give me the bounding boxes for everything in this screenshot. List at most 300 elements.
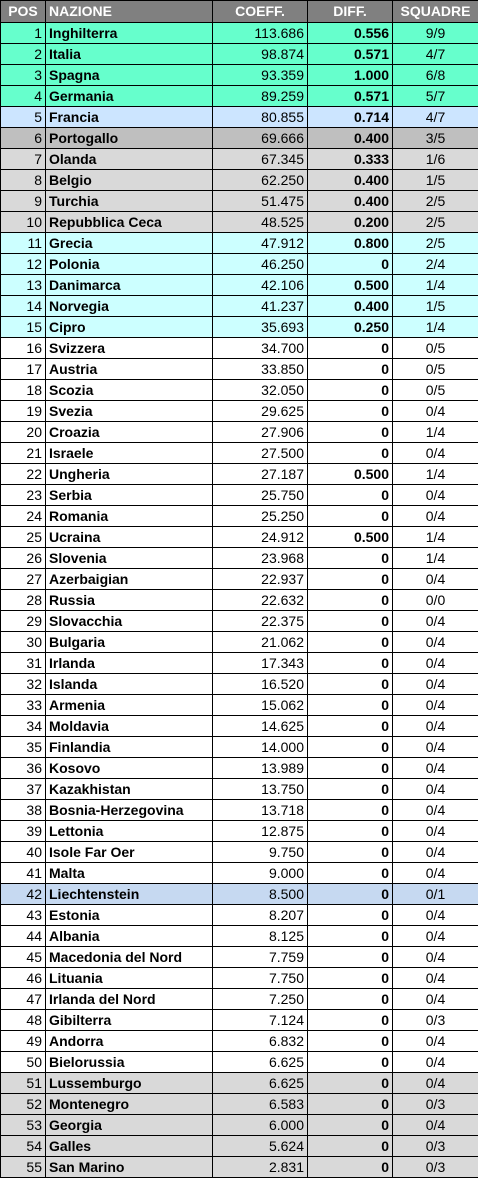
table-row (1, 527, 478, 548)
table-row (1, 128, 478, 149)
table-row (1, 86, 478, 107)
table-row (1, 1157, 478, 1178)
row-diff: 0 (308, 422, 393, 443)
row-squadre: 3/5 (393, 128, 478, 149)
row-squadre: 1/4 (393, 527, 478, 548)
header-pos: POS (1, 1, 46, 23)
row-nazione: Macedonia del Nord (46, 947, 213, 968)
row-nazione: Liechtenstein (46, 884, 213, 905)
row-pos: 14 (1, 296, 46, 317)
row-pos: 22 (1, 464, 46, 485)
row-pos: 37 (1, 779, 46, 800)
row-nazione: Kazakhistan (46, 779, 213, 800)
row-nazione: Inghilterra (46, 23, 213, 44)
row-coeff: 34.700 (213, 338, 308, 359)
table-row (1, 800, 478, 821)
row-coeff: 25.750 (213, 485, 308, 506)
row-coeff: 7.750 (213, 968, 308, 989)
row-pos: 5 (1, 107, 46, 128)
row-coeff: 16.520 (213, 674, 308, 695)
row-coeff: 7.250 (213, 989, 308, 1010)
row-diff: 0 (308, 947, 393, 968)
row-pos: 30 (1, 632, 46, 653)
table-row (1, 1136, 478, 1157)
row-squadre: 0/4 (393, 674, 478, 695)
row-nazione: Russia (46, 590, 213, 611)
row-diff: 0 (308, 401, 393, 422)
table-row (1, 296, 478, 317)
row-pos: 17 (1, 359, 46, 380)
row-diff: 0.400 (308, 170, 393, 191)
row-nazione: Andorra (46, 1031, 213, 1052)
table-row (1, 842, 478, 863)
row-nazione: Armenia (46, 695, 213, 716)
row-nazione: Ucraina (46, 527, 213, 548)
table-row (1, 821, 478, 842)
table-row (1, 317, 478, 338)
table-row (1, 506, 478, 527)
table-row (1, 926, 478, 947)
row-diff: 0 (308, 590, 393, 611)
row-nazione: Italia (46, 44, 213, 65)
row-pos: 34 (1, 716, 46, 737)
row-coeff: 13.750 (213, 779, 308, 800)
row-coeff: 6.583 (213, 1094, 308, 1115)
row-pos: 33 (1, 695, 46, 716)
row-coeff: 89.259 (213, 86, 308, 107)
row-squadre: 4/7 (393, 107, 478, 128)
row-diff: 0 (308, 1115, 393, 1136)
row-coeff: 17.343 (213, 653, 308, 674)
row-nazione: Francia (46, 107, 213, 128)
table-row (1, 590, 478, 611)
table-row (1, 149, 478, 170)
table-row (1, 401, 478, 422)
table-row (1, 212, 478, 233)
row-pos: 2 (1, 44, 46, 65)
row-nazione: Montenegro (46, 1094, 213, 1115)
row-coeff: 35.693 (213, 317, 308, 338)
header-diff: DIFF. (308, 1, 393, 23)
row-squadre: 0/4 (393, 1031, 478, 1052)
table-row (1, 716, 478, 737)
row-coeff: 6.625 (213, 1052, 308, 1073)
row-nazione: Belgio (46, 170, 213, 191)
row-coeff: 62.250 (213, 170, 308, 191)
row-coeff: 7.124 (213, 1010, 308, 1031)
table-row (1, 44, 478, 65)
row-diff: 0 (308, 1157, 393, 1178)
header-row (1, 1, 478, 23)
row-pos: 28 (1, 590, 46, 611)
row-diff: 0 (308, 863, 393, 884)
row-nazione: Cipro (46, 317, 213, 338)
row-squadre: 0/5 (393, 380, 478, 401)
row-diff: 0 (308, 905, 393, 926)
header-squadre: SQUADRE (393, 1, 478, 23)
table-row (1, 695, 478, 716)
row-nazione: Polonia (46, 254, 213, 275)
table-row (1, 1031, 478, 1052)
row-diff: 0 (308, 926, 393, 947)
row-pos: 6 (1, 128, 46, 149)
row-pos: 50 (1, 1052, 46, 1073)
table-row (1, 422, 478, 443)
row-coeff: 46.250 (213, 254, 308, 275)
row-squadre: 0/5 (393, 338, 478, 359)
table-row (1, 1094, 478, 1115)
row-nazione: Slovacchia (46, 611, 213, 632)
row-diff: 0 (308, 737, 393, 758)
table-row (1, 737, 478, 758)
row-nazione: Lussemburgo (46, 1073, 213, 1094)
row-squadre: 0/1 (393, 884, 478, 905)
row-nazione: San Marino (46, 1157, 213, 1178)
row-coeff: 13.718 (213, 800, 308, 821)
row-diff: 0 (308, 1073, 393, 1094)
row-diff: 0 (308, 884, 393, 905)
row-pos: 44 (1, 926, 46, 947)
row-diff: 0.556 (308, 23, 393, 44)
row-pos: 25 (1, 527, 46, 548)
row-squadre: 0/4 (393, 506, 478, 527)
row-pos: 47 (1, 989, 46, 1010)
row-nazione: Isole Far Oer (46, 842, 213, 863)
row-diff: 0 (308, 1052, 393, 1073)
row-diff: 0.250 (308, 317, 393, 338)
row-squadre: 0/4 (393, 989, 478, 1010)
row-diff: 0.200 (308, 212, 393, 233)
row-squadre: 6/8 (393, 65, 478, 86)
row-diff: 0.571 (308, 44, 393, 65)
row-nazione: Ungheria (46, 464, 213, 485)
table-row (1, 1052, 478, 1073)
row-squadre: 0/4 (393, 947, 478, 968)
row-coeff: 47.912 (213, 233, 308, 254)
row-nazione: Olanda (46, 149, 213, 170)
row-pos: 43 (1, 905, 46, 926)
row-squadre: 0/4 (393, 611, 478, 632)
table-row (1, 905, 478, 926)
row-coeff: 42.106 (213, 275, 308, 296)
table-row (1, 1010, 478, 1031)
row-squadre: 0/3 (393, 1010, 478, 1031)
row-nazione: Romania (46, 506, 213, 527)
row-diff: 0 (308, 632, 393, 653)
row-pos: 15 (1, 317, 46, 338)
row-squadre: 5/7 (393, 86, 478, 107)
row-pos: 9 (1, 191, 46, 212)
row-diff: 0 (308, 674, 393, 695)
row-nazione: Serbia (46, 485, 213, 506)
header-coeff: COEFF. (213, 1, 308, 23)
table-row (1, 779, 478, 800)
row-squadre: 2/5 (393, 191, 478, 212)
row-diff: 0 (308, 779, 393, 800)
table-row (1, 653, 478, 674)
row-squadre: 0/3 (393, 1157, 478, 1178)
row-nazione: Portogallo (46, 128, 213, 149)
row-diff: 0.400 (308, 191, 393, 212)
row-coeff: 80.855 (213, 107, 308, 128)
row-diff: 0 (308, 989, 393, 1010)
row-diff: 0 (308, 821, 393, 842)
row-pos: 52 (1, 1094, 46, 1115)
row-nazione: Turchia (46, 191, 213, 212)
row-coeff: 9.750 (213, 842, 308, 863)
row-pos: 16 (1, 338, 46, 359)
row-pos: 36 (1, 758, 46, 779)
row-squadre: 4/7 (393, 44, 478, 65)
table-row (1, 233, 478, 254)
row-nazione: Georgia (46, 1115, 213, 1136)
row-nazione: Gibilterra (46, 1010, 213, 1031)
row-squadre: 0/5 (393, 359, 478, 380)
row-nazione: Bulgaria (46, 632, 213, 653)
row-diff: 0 (308, 338, 393, 359)
row-diff: 0 (308, 611, 393, 632)
row-squadre: 1/4 (393, 317, 478, 338)
row-nazione: Irlanda del Nord (46, 989, 213, 1010)
row-nazione: Moldavia (46, 716, 213, 737)
row-nazione: Estonia (46, 905, 213, 926)
table-row (1, 569, 478, 590)
row-diff: 0 (308, 695, 393, 716)
row-coeff: 29.625 (213, 401, 308, 422)
row-coeff: 27.187 (213, 464, 308, 485)
table-row (1, 947, 478, 968)
row-coeff: 22.632 (213, 590, 308, 611)
row-squadre: 0/3 (393, 1094, 478, 1115)
row-diff: 0 (308, 1010, 393, 1031)
row-nazione: Spagna (46, 65, 213, 86)
row-pos: 13 (1, 275, 46, 296)
table-row (1, 191, 478, 212)
row-diff: 0 (308, 359, 393, 380)
table-row (1, 23, 478, 44)
table-row (1, 1073, 478, 1094)
row-diff: 0.571 (308, 86, 393, 107)
row-diff: 0.800 (308, 233, 393, 254)
row-diff: 0 (308, 1136, 393, 1157)
row-diff: 0 (308, 380, 393, 401)
row-diff: 0.500 (308, 275, 393, 296)
row-coeff: 14.625 (213, 716, 308, 737)
row-nazione: Croazia (46, 422, 213, 443)
row-squadre: 0/4 (393, 800, 478, 821)
row-nazione: Lituania (46, 968, 213, 989)
row-squadre: 0/4 (393, 1052, 478, 1073)
row-squadre: 0/4 (393, 821, 478, 842)
row-pos: 35 (1, 737, 46, 758)
table-row (1, 254, 478, 275)
row-diff: 0 (308, 653, 393, 674)
row-nazione: Svizzera (46, 338, 213, 359)
row-diff: 0 (308, 254, 393, 275)
row-squadre: 2/4 (393, 254, 478, 275)
table-row (1, 968, 478, 989)
row-diff: 0 (308, 716, 393, 737)
row-squadre: 0/4 (393, 485, 478, 506)
row-coeff: 22.937 (213, 569, 308, 590)
row-coeff: 6.832 (213, 1031, 308, 1052)
row-pos: 38 (1, 800, 46, 821)
table-row (1, 464, 478, 485)
row-pos: 32 (1, 674, 46, 695)
ranking-body (1, 23, 478, 1178)
row-diff: 0 (308, 569, 393, 590)
row-diff: 0 (308, 1094, 393, 1115)
row-pos: 54 (1, 1136, 46, 1157)
row-diff: 1.000 (308, 65, 393, 86)
row-nazione: Irlanda (46, 653, 213, 674)
row-diff: 0 (308, 548, 393, 569)
row-nazione: Malta (46, 863, 213, 884)
row-coeff: 15.062 (213, 695, 308, 716)
row-squadre: 0/4 (393, 716, 478, 737)
row-nazione: Galles (46, 1136, 213, 1157)
row-pos: 7 (1, 149, 46, 170)
row-pos: 42 (1, 884, 46, 905)
row-coeff: 51.475 (213, 191, 308, 212)
row-squadre: 1/4 (393, 548, 478, 569)
row-coeff: 33.850 (213, 359, 308, 380)
row-diff: 0.714 (308, 107, 393, 128)
row-squadre: 0/4 (393, 653, 478, 674)
row-diff: 0 (308, 842, 393, 863)
row-squadre: 0/4 (393, 1073, 478, 1094)
row-coeff: 22.375 (213, 611, 308, 632)
row-squadre: 1/4 (393, 464, 478, 485)
row-squadre: 0/4 (393, 569, 478, 590)
row-squadre: 0/3 (393, 1136, 478, 1157)
row-pos: 1 (1, 23, 46, 44)
row-nazione: Islanda (46, 674, 213, 695)
row-squadre: 1/5 (393, 170, 478, 191)
table-row (1, 611, 478, 632)
row-pos: 20 (1, 422, 46, 443)
row-coeff: 48.525 (213, 212, 308, 233)
row-pos: 29 (1, 611, 46, 632)
row-squadre: 1/4 (393, 275, 478, 296)
row-diff: 0 (308, 968, 393, 989)
row-nazione: Kosovo (46, 758, 213, 779)
row-pos: 24 (1, 506, 46, 527)
row-pos: 49 (1, 1031, 46, 1052)
row-nazione: Svezia (46, 401, 213, 422)
row-squadre: 0/4 (393, 1115, 478, 1136)
row-pos: 46 (1, 968, 46, 989)
row-pos: 11 (1, 233, 46, 254)
row-pos: 10 (1, 212, 46, 233)
row-nazione: Danimarca (46, 275, 213, 296)
row-nazione: Slovenia (46, 548, 213, 569)
row-diff: 0.333 (308, 149, 393, 170)
row-coeff: 98.874 (213, 44, 308, 65)
row-nazione: Norvegia (46, 296, 213, 317)
row-pos: 4 (1, 86, 46, 107)
row-nazione: Finlandia (46, 737, 213, 758)
row-nazione: Bosnia-Herzegovina (46, 800, 213, 821)
row-squadre: 2/5 (393, 233, 478, 254)
table-row (1, 884, 478, 905)
row-squadre: 0/4 (393, 632, 478, 653)
row-pos: 18 (1, 380, 46, 401)
row-diff: 0 (308, 506, 393, 527)
row-coeff: 5.624 (213, 1136, 308, 1157)
row-pos: 55 (1, 1157, 46, 1178)
row-pos: 23 (1, 485, 46, 506)
row-squadre: 0/4 (393, 926, 478, 947)
row-diff: 0.500 (308, 464, 393, 485)
table-row (1, 65, 478, 86)
row-coeff: 12.875 (213, 821, 308, 842)
table-row (1, 1115, 478, 1136)
row-pos: 41 (1, 863, 46, 884)
row-diff: 0.500 (308, 527, 393, 548)
row-pos: 8 (1, 170, 46, 191)
row-coeff: 27.906 (213, 422, 308, 443)
row-coeff: 8.125 (213, 926, 308, 947)
row-pos: 39 (1, 821, 46, 842)
row-squadre: 0/4 (393, 401, 478, 422)
table-row (1, 863, 478, 884)
row-coeff: 23.968 (213, 548, 308, 569)
table-row (1, 989, 478, 1010)
row-coeff: 21.062 (213, 632, 308, 653)
row-pos: 21 (1, 443, 46, 464)
row-nazione: Scozia (46, 380, 213, 401)
row-coeff: 9.000 (213, 863, 308, 884)
table-row (1, 632, 478, 653)
row-squadre: 0/4 (393, 779, 478, 800)
row-pos: 45 (1, 947, 46, 968)
row-pos: 19 (1, 401, 46, 422)
row-diff: 0 (308, 485, 393, 506)
header-nazione: NAZIONE (46, 1, 213, 23)
table-row (1, 359, 478, 380)
row-squadre: 0/4 (393, 863, 478, 884)
row-squadre: 9/9 (393, 23, 478, 44)
row-squadre: 0/4 (393, 758, 478, 779)
table-row (1, 275, 478, 296)
row-diff: 0 (308, 1031, 393, 1052)
row-pos: 31 (1, 653, 46, 674)
row-diff: 0 (308, 443, 393, 464)
row-squadre: 1/5 (393, 296, 478, 317)
row-squadre: 0/4 (393, 737, 478, 758)
row-coeff: 113.686 (213, 23, 308, 44)
table-row (1, 758, 478, 779)
table-row (1, 107, 478, 128)
row-squadre: 0/0 (393, 590, 478, 611)
row-pos: 26 (1, 548, 46, 569)
row-coeff: 67.345 (213, 149, 308, 170)
row-squadre: 1/4 (393, 422, 478, 443)
row-coeff: 27.500 (213, 443, 308, 464)
row-nazione: Lettonia (46, 821, 213, 842)
table-row (1, 485, 478, 506)
row-pos: 51 (1, 1073, 46, 1094)
row-coeff: 2.831 (213, 1157, 308, 1178)
table-row (1, 443, 478, 464)
row-squadre: 0/4 (393, 695, 478, 716)
row-pos: 48 (1, 1010, 46, 1031)
row-nazione: Repubblica Ceca (46, 212, 213, 233)
table-row (1, 338, 478, 359)
row-pos: 40 (1, 842, 46, 863)
row-coeff: 13.989 (213, 758, 308, 779)
